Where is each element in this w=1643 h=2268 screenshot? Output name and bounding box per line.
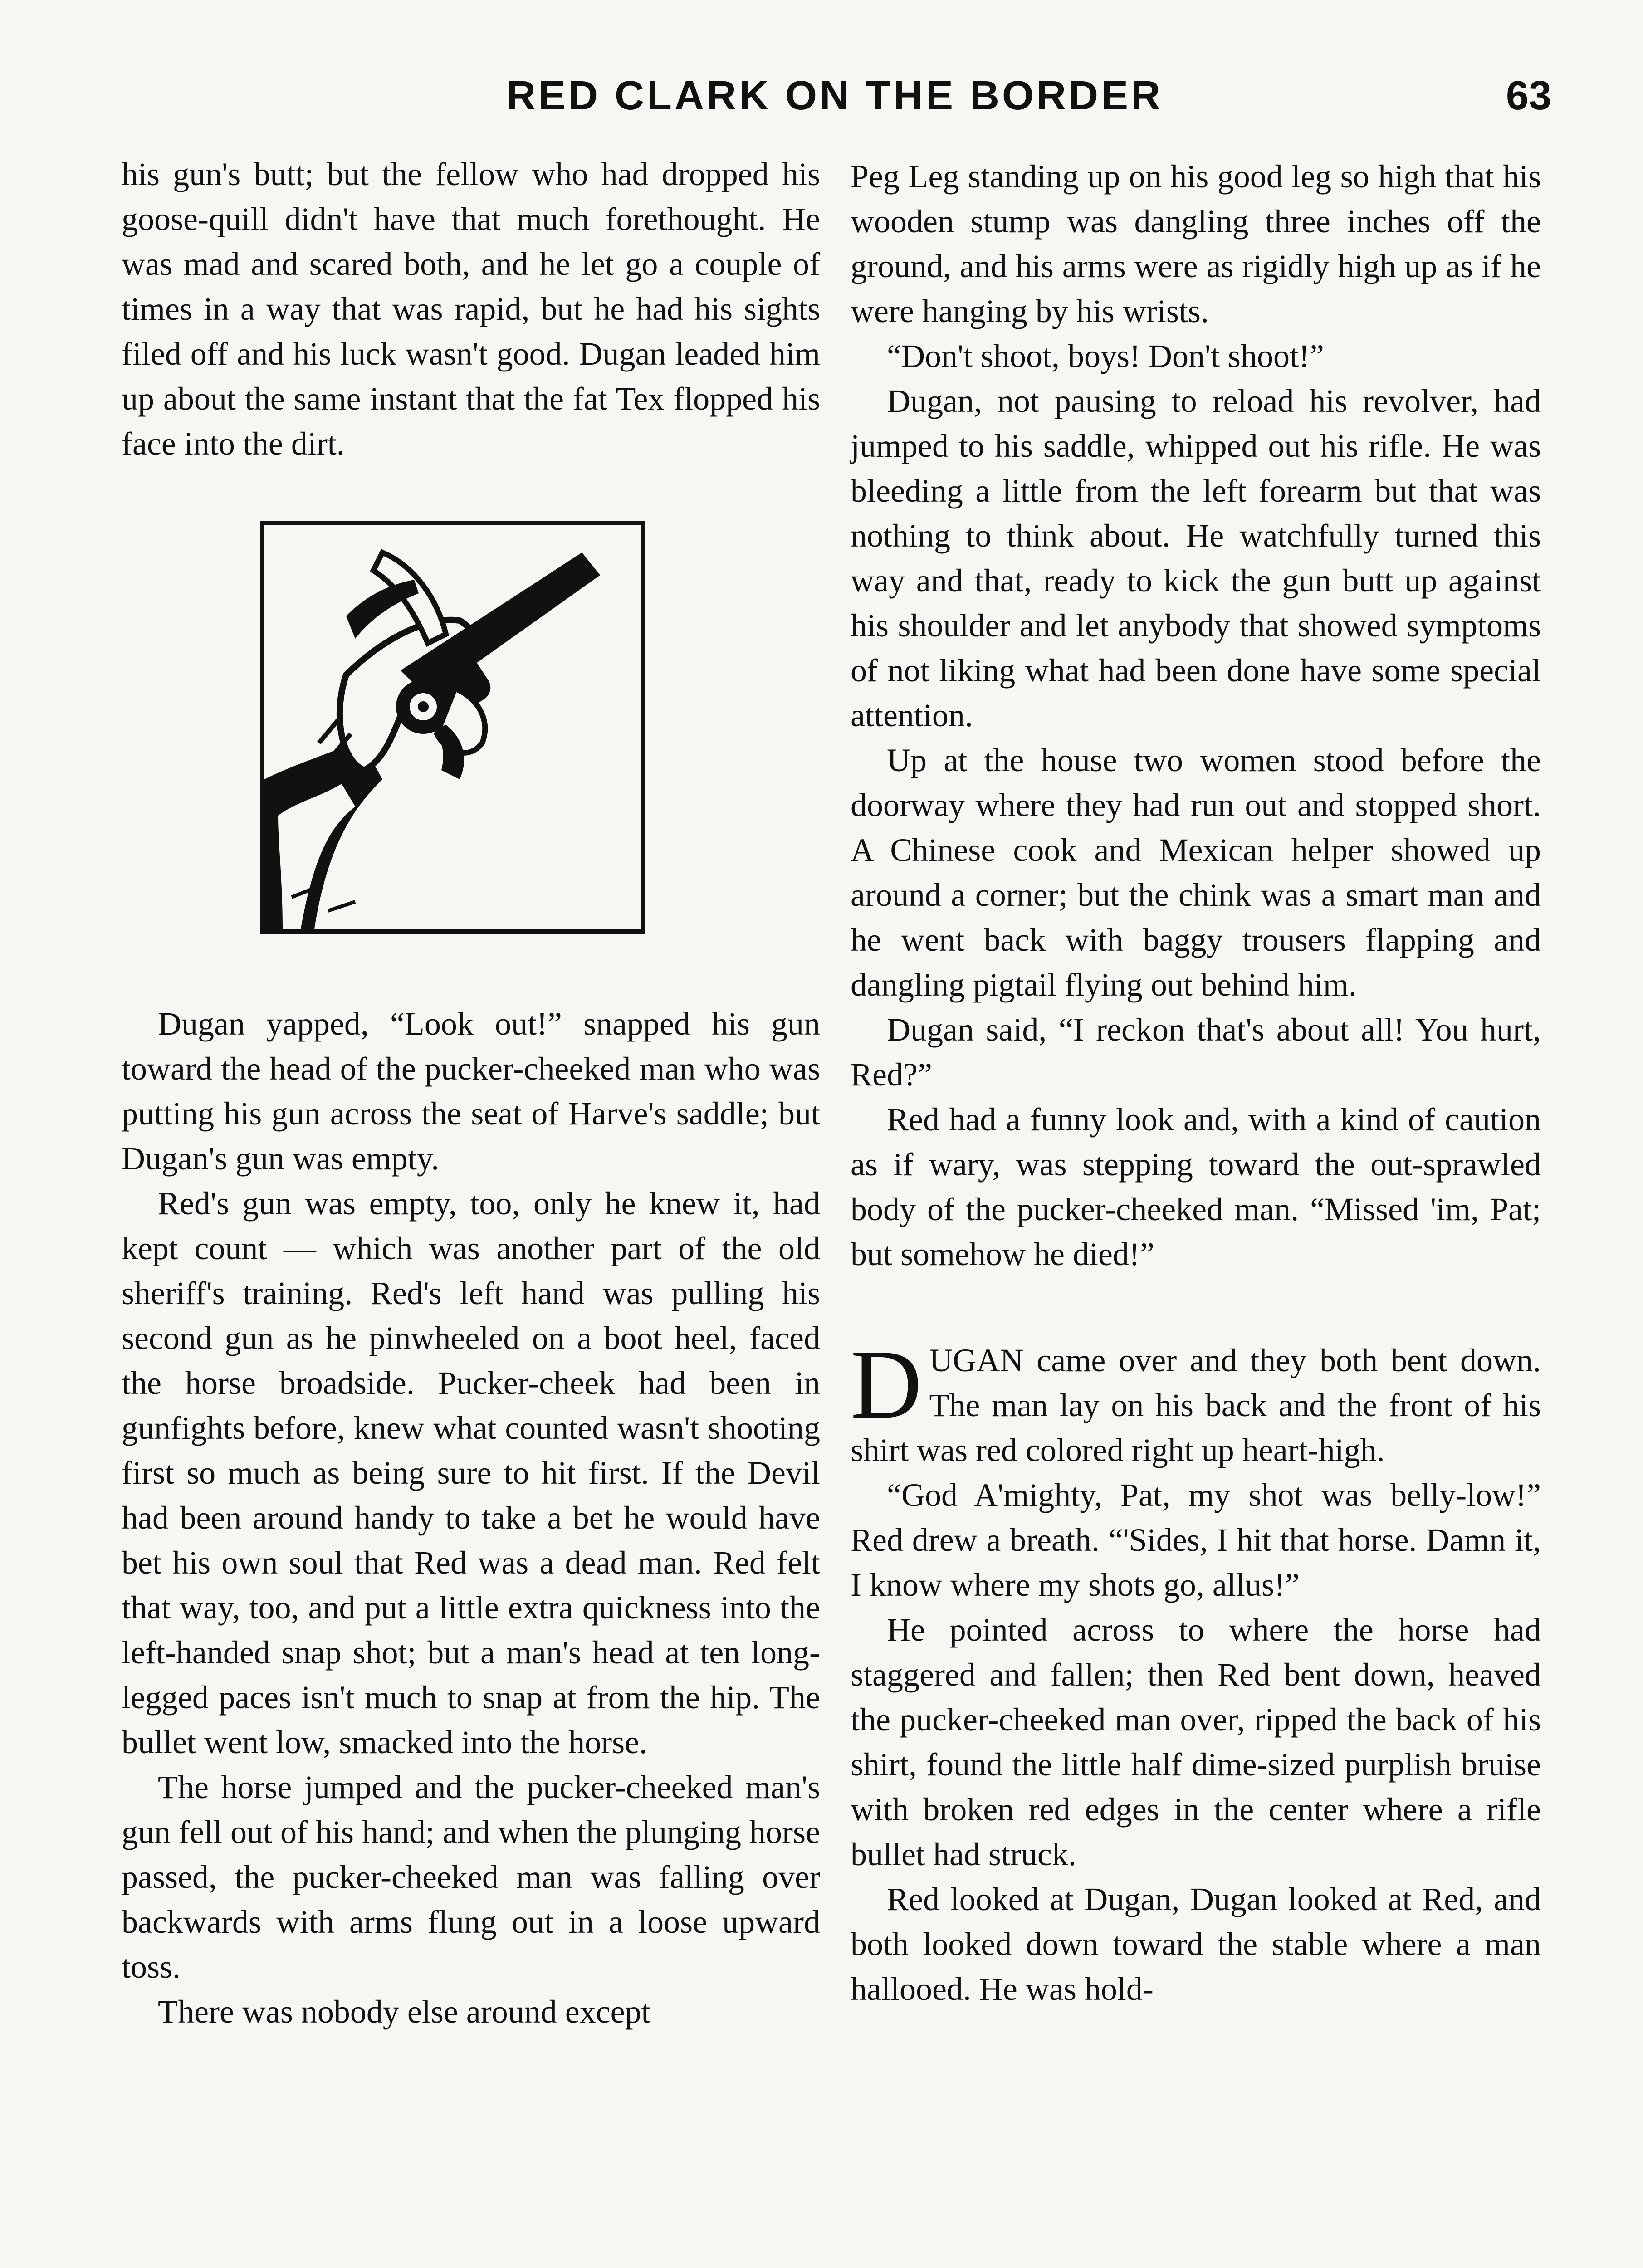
paragraph: Dugan, not pausing to reload his revolver, had jumped to his saddle, whipped out his rifle. He was bleeding a little from the left forearm but that was nothing to think about. He watchfully turned this way and that, ready to kick the gun butt up against his shoulder and let anybody that showed symptoms of not liking what had been done have some special attention. <box>851 383 1541 733</box>
section-paragraph <box>851 1330 1541 1473</box>
paragraph-text: UGAN came over and they both bent down. The man lay on his back and the front of his shirt was red colored right up heart-high. <box>851 1342 1541 1468</box>
paragraph: Dugan yapped, “Look out!” snapped his gun toward the head of the pucker-cheeked man who was putting his gun across the seat of Harve's saddle; but Dugan's gun was empty. <box>122 1006 820 1177</box>
paragraph: his gun's butt; but the fellow who had dropped his goose-quill didn't have that much forethought. He was mad and scared both, and he let go a couple of times in a way that was rapid, but he had his sights filed off and his luck wasn't good. Dugan leaded him up about the same instant that the fat Tex flopped his face into the dirt. <box>122 156 820 462</box>
drop-cap: D <box>851 1330 922 1439</box>
paragraph: The horse jumped and the pucker-cheeked man's gun fell out of his hand; and when the plunging horse passed, the pucker-cheeked man was falling over backwards with arms flung out in a loose upward toss. <box>122 1769 820 1985</box>
paragraph: Red's gun was empty, too, only he knew it, had kept count — which was another part of the old sheriff's training. Red's left hand was pulling his second gun as he pinwheeled on a boot heel, faced the horse broadside. Pucker-cheek had been in gunfights before, knew what counted wasn't shooting first so much as being sure to hit first. If the Devil had been around handy to take a bet he would have bet his own soul that Red was a dead man. Red felt that way, too, and put a little extra quickness into the left-handed snap shot; but a man's head at ten long-legged paces isn't much to snap at from the hip. The bullet went low, smacked into the horse. <box>122 1185 820 1760</box>
page-title: RED CLARK ON THE BORDER <box>506 73 1163 118</box>
right-column <box>851 154 1541 2012</box>
paragraph: “God A'mighty, Pat, my shot was belly-low!” Red drew a breath. “'Sides, I hit that horse. Damn it, I know where my shots go, allus!” <box>851 1477 1541 1603</box>
paragraph: Red looked at Dugan, Dugan looked at Red, and both looked down toward the stable where a man hallooed. He was hold- <box>851 1881 1541 2007</box>
paragraph: Up at the house two women stood before the doorway where they had run out and stopped short. A Chinese cook and Mexican helper showed up around a corner; but the chink was a smart man and he went back with baggy trousers flapping and dangling pigtail flying out behind him. <box>851 742 1541 1003</box>
paragraph: He pointed across to where the horse had staggered and fallen; then Red bent down, heaved the pucker-cheeked man over, ripped the back of his shirt, found the little half dime-sized purplish bruise with broken red edges in the center where a rifle bullet had struck. <box>851 1612 1541 1872</box>
page-number: 63 <box>1506 73 1551 118</box>
revolver-illustration <box>260 521 645 934</box>
hand-with-revolver-icon <box>264 525 641 929</box>
paragraph: “Don't shoot, boys! Don't shoot!” <box>887 338 1324 374</box>
paragraph: There was nobody else around except <box>158 1994 650 2030</box>
paragraph: Peg Leg standing up on his good leg so high that his wooden stump was dangling three inches off the ground, and his arms were as rigidly high up as if he were hanging by his wrists. <box>851 158 1541 329</box>
running-header <box>118 73 1551 132</box>
left-column <box>122 152 820 2034</box>
paragraph: Dugan said, “I reckon that's about all! You hurt, Red?” <box>851 1012 1541 1093</box>
paragraph: Red had a funny look and, with a kind of caution as if wary, was stepping toward the out-sprawled body of the pucker-cheeked man. “Missed 'im, Pat; but somehow he died!” <box>851 1101 1541 1272</box>
